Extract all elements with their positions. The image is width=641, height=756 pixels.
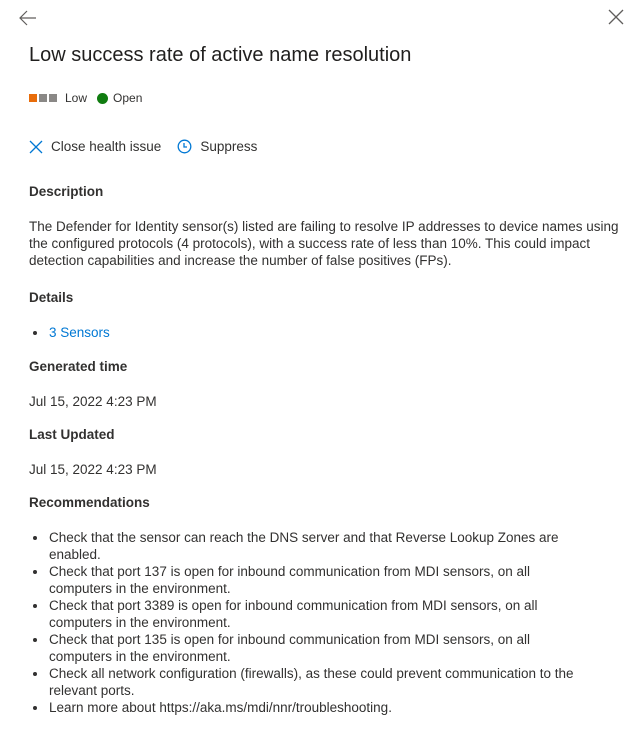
list-item: Check that port 135 is open for inbound communication from MDI sensors, on all computers in the environment. (29, 631, 589, 665)
clock-icon (177, 139, 192, 154)
list-item (29, 324, 589, 341)
list-item: Check that port 137 is open for inbound communication from MDI sensors, on all computers in the environment. (29, 563, 589, 597)
arrow-left-icon (18, 8, 38, 28)
list-item: Check all network configuration (firewalls), as these could prevent communication to the relevant ports. (29, 665, 589, 699)
severity-label: Low (65, 91, 88, 105)
recommendations-list (29, 529, 589, 716)
list-item: Check that port 3389 is open for inbound communication from MDI sensors, on all computers in the environment. (29, 597, 589, 631)
severity-bar-1 (29, 94, 37, 102)
status-dot-icon (97, 93, 108, 104)
description-text: The Defender for Identity sensor(s) listed are failing to resolve IP addresses to device names using the configured protocols (4 protocols), with a success rate of less than 10%. This could impact detection capabilities and increase the number of false positives (FPs). (29, 219, 619, 268)
close-health-issue-button[interactable] (29, 139, 161, 154)
details-list (29, 324, 589, 341)
details-heading: Details (29, 290, 74, 305)
severity-bar-2 (39, 94, 47, 102)
list-item: Learn more about https://aka.ms/mdi/nnr/troubleshooting. (29, 699, 589, 716)
status-label: Open (113, 91, 143, 105)
last-updated-heading: Last Updated (29, 427, 115, 442)
close-health-issue-label: Close health issue (51, 139, 162, 154)
page-title: Low success rate of active name resolution (29, 44, 412, 66)
list-item: Check that the sensor can reach the DNS server and that Reverse Lookup Zones are enabled. (29, 529, 589, 563)
recommendations-heading: Recommendations (29, 495, 150, 510)
severity-bar-3 (49, 94, 57, 102)
description-heading: Description (29, 184, 104, 199)
generated-time-value: Jul 15, 2022 4:23 PM (29, 394, 157, 409)
suppress-label: Suppress (200, 139, 258, 154)
back-button[interactable] (18, 8, 38, 28)
last-updated-value: Jul 15, 2022 4:23 PM (29, 462, 157, 477)
close-icon (29, 140, 43, 154)
sensors-link[interactable]: 3 Sensors (49, 325, 110, 340)
close-icon (606, 7, 626, 27)
status-row (29, 91, 142, 105)
generated-time-heading: Generated time (29, 359, 128, 374)
close-panel-button[interactable] (606, 7, 626, 27)
action-bar (29, 139, 273, 154)
suppress-button[interactable] (177, 139, 257, 154)
